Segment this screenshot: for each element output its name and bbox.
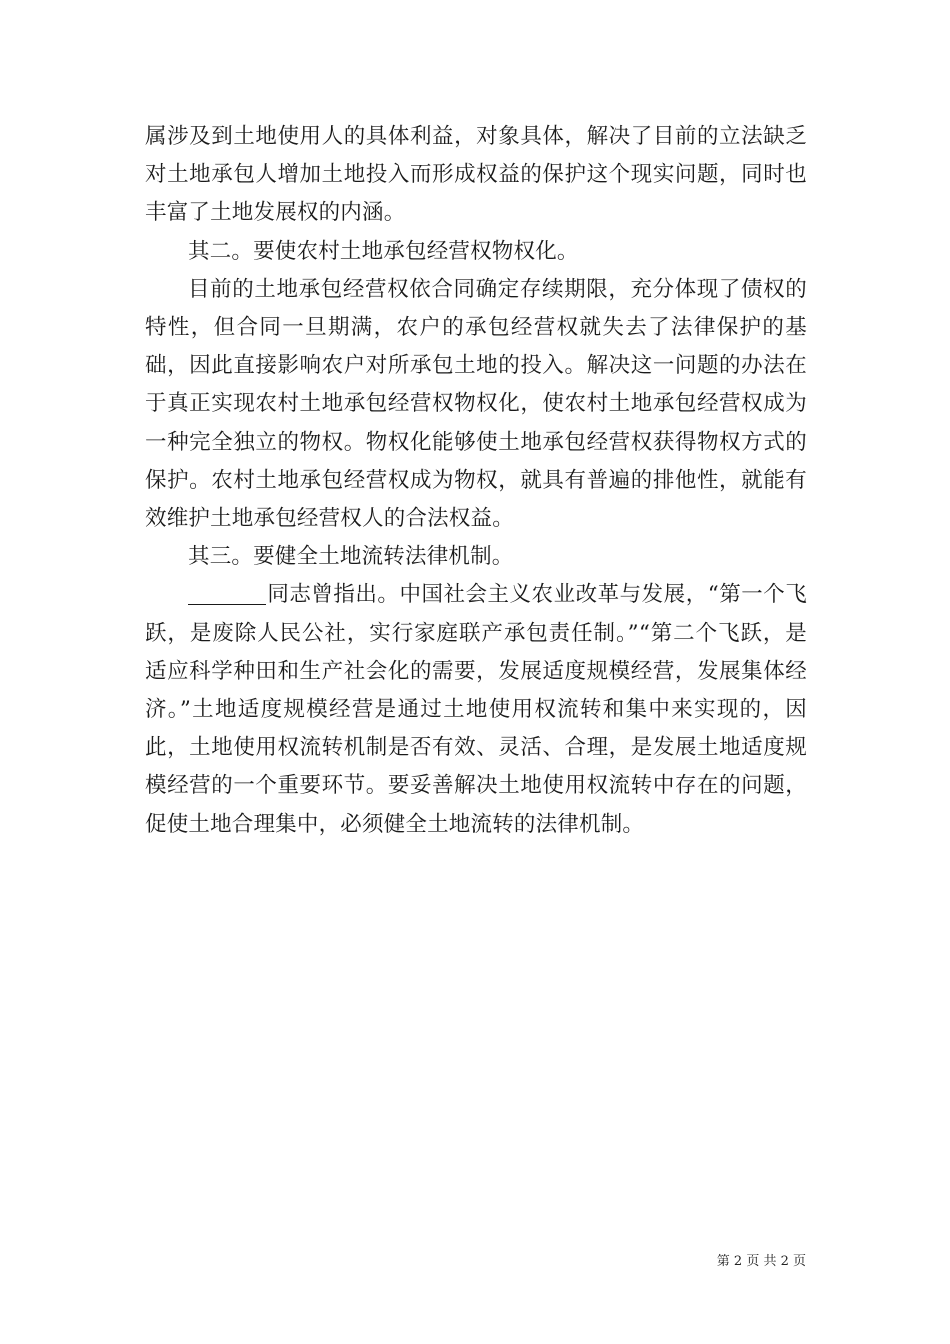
heading-point-three: 其三。要健全土地流转法律机制。 <box>188 544 514 570</box>
name-blank-underline <box>188 583 266 606</box>
paragraph-point-two: 目前的土地承包经营权依合同确定存续期限，充分体现了债权的特性，但合同一旦期满，农户的承包经营权就失去了法律保护的基础，因此直接影响农户对所承包土地的投入。解决这一问题的办法在于真正实现农村土地承包经营权物权化，使农村土地承包经营权成为一种完全独立的物权。物权化能够使土地承包经营权获得物权方式的保护。农村土地承包经营权成为物权，就具有普遍的排他性，就能有效维护土地承包经营权人的合法权益。 <box>145 276 807 532</box>
heading-point-two: 其二。要使农村土地承包经营权物权化。 <box>188 238 579 264</box>
document-body <box>145 118 807 844</box>
paragraph-point-three <box>145 576 807 843</box>
paragraph-continuation: 属涉及到土地使用人的具体利益，对象具体，解决了目前的立法缺乏对土地承包人增加土地投入而形成权益的保护这个现实问题，同时也丰富了土地发展权的内涵。 <box>145 124 807 226</box>
page-number-footer: 第 2 页 共 2 页 <box>716 1254 806 1269</box>
paragraph-point-three-text: 同志曾指出。中国社会主义农业改革与发展，“第一个飞跃，是废除人民公社，实行家庭联产承包责任制。”“第二个飞跃，是适应科学种田和生产社会化的需要，发展适度规模经营，发展集体经济。”土地适度规模经营是通过土地使用权流转和集中来实现的，因此，土地使用权流转机制是否有效、灵活、合理，是发展土地适度规模经营的一个重要环节。要妥善解决土地使用权流转中存在的问题，促使土地合理集中，必须健全土地流转的法律机制。 <box>145 582 807 837</box>
